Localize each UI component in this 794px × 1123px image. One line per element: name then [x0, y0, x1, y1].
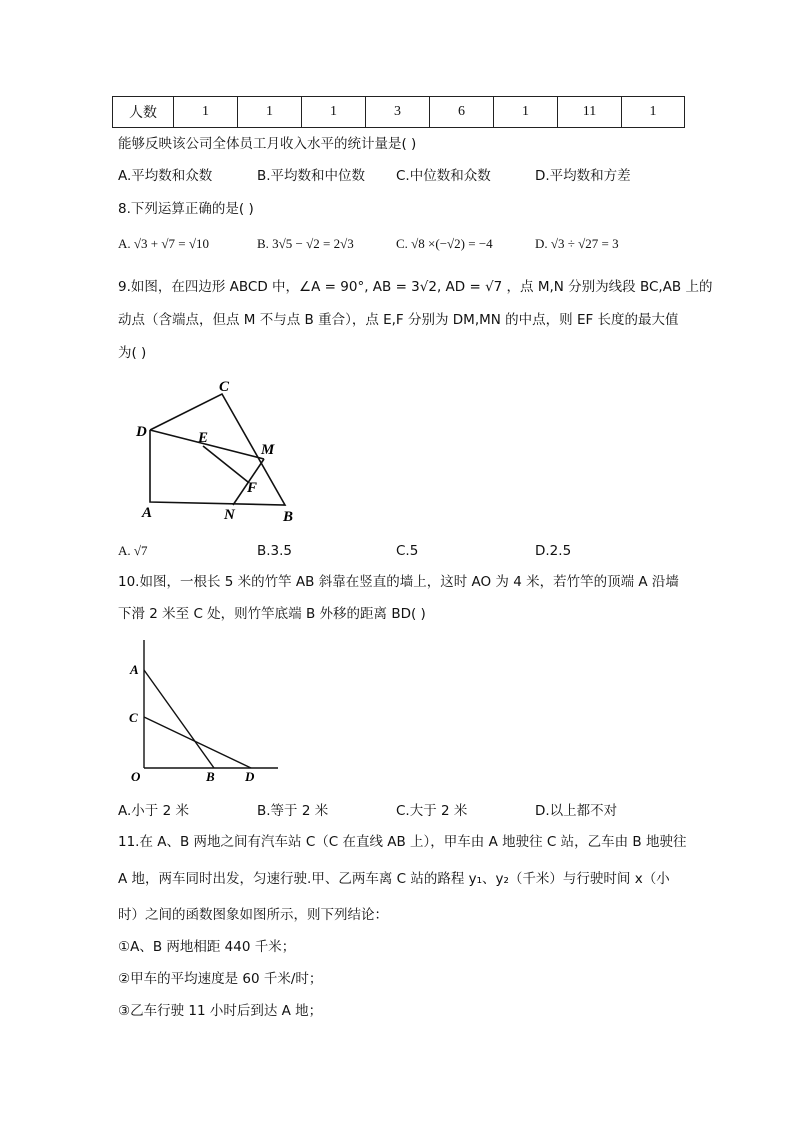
q10-stem-line2: 下滑 2 米至 C 处，则竹竿底端 B 外移的距离 BD( )	[118, 606, 426, 622]
label-c: C	[129, 710, 138, 725]
q8-option-a: A. √3 + √7 = √10	[118, 236, 209, 251]
table-row	[113, 97, 685, 128]
table-cell: 1	[622, 97, 685, 128]
table-cell: 1	[238, 97, 302, 128]
pole-ab	[144, 670, 214, 768]
q10-stem-line1: 10.如图，一根长 5 米的竹竿 AB 斜靠在竖直的墙上，这时 AO 为 4 米，若竹竿的顶端 A 沿墙	[118, 574, 679, 590]
q11-stem-line3: 时）之间的函数图象如图所示，则下列结论：	[118, 907, 388, 923]
table-cell: 1	[174, 97, 238, 128]
q9-stem-line1: 9.如图，在四边形 ABCD 中，∠A = 90°, AB = 3√2, AD = √7 ，点 M,N 分别为线段 BC,AB 上的	[118, 279, 713, 295]
q8-option-c: C. √8 ×(−√2) = −4	[396, 236, 493, 251]
q7-option-d: D.平均数和方差	[535, 168, 631, 184]
q7-option-c: C.中位数和众数	[396, 168, 491, 184]
q11-conclusion-2: ②甲车的平均速度是 60 千米/时；	[118, 971, 323, 987]
q8-stem: 8.下列运算正确的是( )	[118, 201, 254, 217]
label-d: D	[245, 769, 255, 784]
q8-option-d: D. √3 ÷ √27 = 3	[535, 236, 619, 251]
label-n: N	[224, 507, 235, 523]
label-d: D	[136, 424, 147, 440]
q11-stem-line2: A 地，两车同时出发，匀速行驶.甲、乙两车离 C 站的路程 y₁、y₂（千米）与行驶时间 x（小	[118, 871, 670, 887]
q11-conclusion-3: ③乙车行驶 11 小时后到达 A 地；	[118, 1003, 323, 1019]
table-cell: 3	[366, 97, 430, 128]
label-a: A	[130, 662, 139, 677]
q10-figure	[126, 632, 286, 784]
label-a: A	[142, 505, 153, 521]
q9-figure	[130, 372, 310, 527]
q8-option-b: B. 3√5 − √2 = 2√3	[257, 236, 354, 251]
table-cell: 1	[494, 97, 558, 128]
q9-option-d: D.2.5	[535, 543, 572, 559]
table-cell: 11	[558, 97, 622, 128]
q10-option-a: A.小于 2 米	[118, 803, 189, 819]
q9-stem-line3: 为( )	[118, 345, 147, 361]
table-cell: 1	[302, 97, 366, 128]
label-b: B	[283, 509, 294, 525]
q9-option-b: B.3.5	[257, 543, 293, 559]
label-f: F	[247, 480, 258, 496]
label-e: E	[198, 430, 209, 446]
q10-option-c: C.大于 2 米	[396, 803, 468, 819]
label-c: C	[219, 379, 230, 395]
label-o: O	[131, 769, 141, 784]
pole-cd	[144, 717, 251, 768]
table-header-cell: 人数	[113, 97, 174, 128]
label-m: M	[261, 442, 275, 458]
q11-stem-line1: 11.在 A、B 两地之间有汽车站 C（C 在直线 AB 上），甲车由 A 地驶往 C 站，乙车由 B 地驶往	[118, 834, 687, 850]
q10-option-d: D.以上都不对	[535, 803, 618, 819]
label-b: B	[206, 769, 215, 784]
q9-option-c: C.5	[396, 543, 419, 559]
q11-conclusion-1: ①A、B 两地相距 440 千米；	[118, 939, 296, 955]
segment-ef	[203, 446, 248, 482]
q9-option-a: A. √7	[118, 543, 148, 558]
q10-option-b: B.等于 2 米	[257, 803, 329, 819]
q7-stem: 能够反映该公司全体员工月收入水平的统计量是( )	[118, 136, 417, 152]
q9-stem-line2: 动点（含端点，但点 M 不与点 B 重合），点 E,F 分别为 DM,MN 的中点，则 EF 长度的最大值	[118, 312, 679, 328]
q7-option-a: A.平均数和众数	[118, 168, 213, 184]
table-cell: 6	[430, 97, 494, 128]
salary-table	[112, 96, 685, 128]
q7-option-b: B.平均数和中位数	[257, 168, 366, 184]
